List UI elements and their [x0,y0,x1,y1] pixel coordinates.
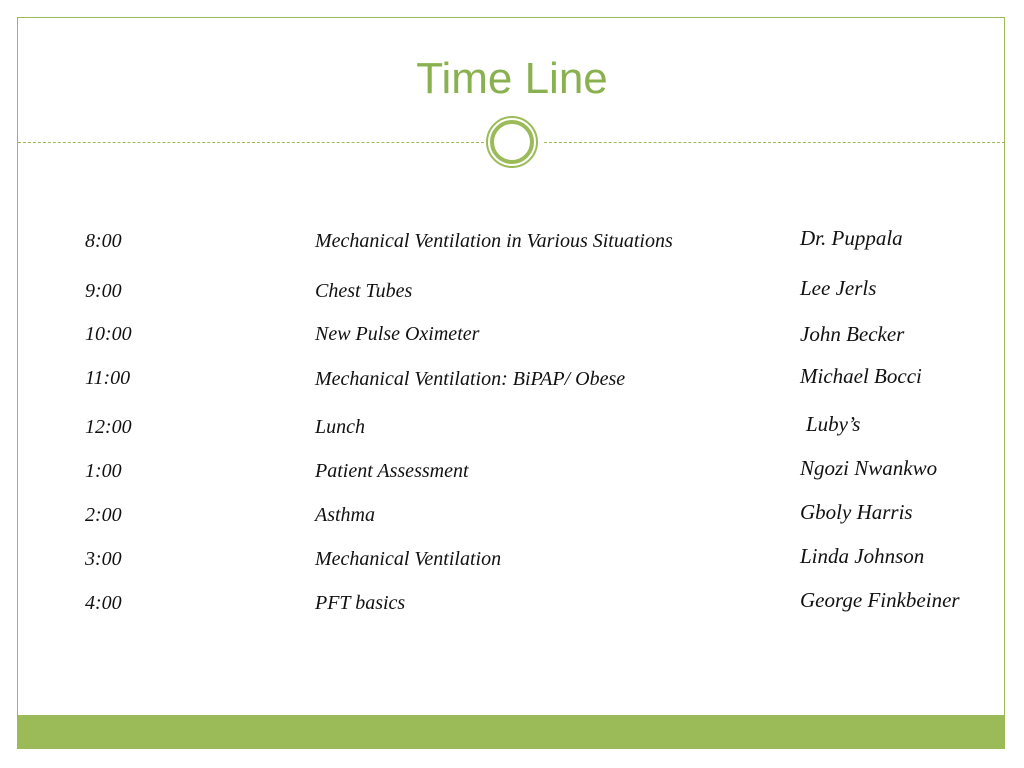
schedule-time: 3:00 [85,548,122,570]
schedule-speaker: George Finkbeiner [800,588,960,612]
schedule-speaker: Ngozi Nwankwo [800,456,938,480]
footer-accent-bar [17,715,1005,749]
slide-title: Time Line [416,54,608,103]
schedule-time: 10:00 [85,323,132,345]
schedule-topic: Asthma [315,504,375,526]
schedule-time: 1:00 [85,460,122,482]
schedule-speaker: Linda Johnson [800,544,925,568]
schedule-topic: Mechanical Ventilation in Various Situations [315,230,673,252]
schedule-topic: Lunch [315,416,365,438]
schedule-speaker: Gboly Harris [800,500,913,524]
schedule-speaker: Michael Bocci [800,364,922,388]
schedule-topic: Patient Assessment [315,460,469,482]
schedule-topic: Mechanical Ventilation [315,548,502,570]
schedule-time: 9:00 [85,280,122,302]
schedule-topic: New Pulse Oximeter [315,323,480,345]
schedule-speaker: Dr. Puppala [800,226,903,250]
schedule-topic: Mechanical Ventilation: BiPAP/ Obese [315,368,626,390]
schedule-topic: Chest Tubes [315,280,413,302]
schedule-time: 2:00 [85,504,122,526]
schedule-speaker: Luby’s [806,412,861,436]
schedule-time: 12:00 [85,416,132,438]
schedule-topic: PFT basics [315,592,406,614]
schedule-time: 8:00 [85,230,122,252]
schedule-speaker: Lee Jerls [800,276,877,300]
schedule-time: 4:00 [85,592,122,614]
schedule-time: 11:00 [85,367,131,389]
schedule-speaker: John Becker [800,322,905,346]
